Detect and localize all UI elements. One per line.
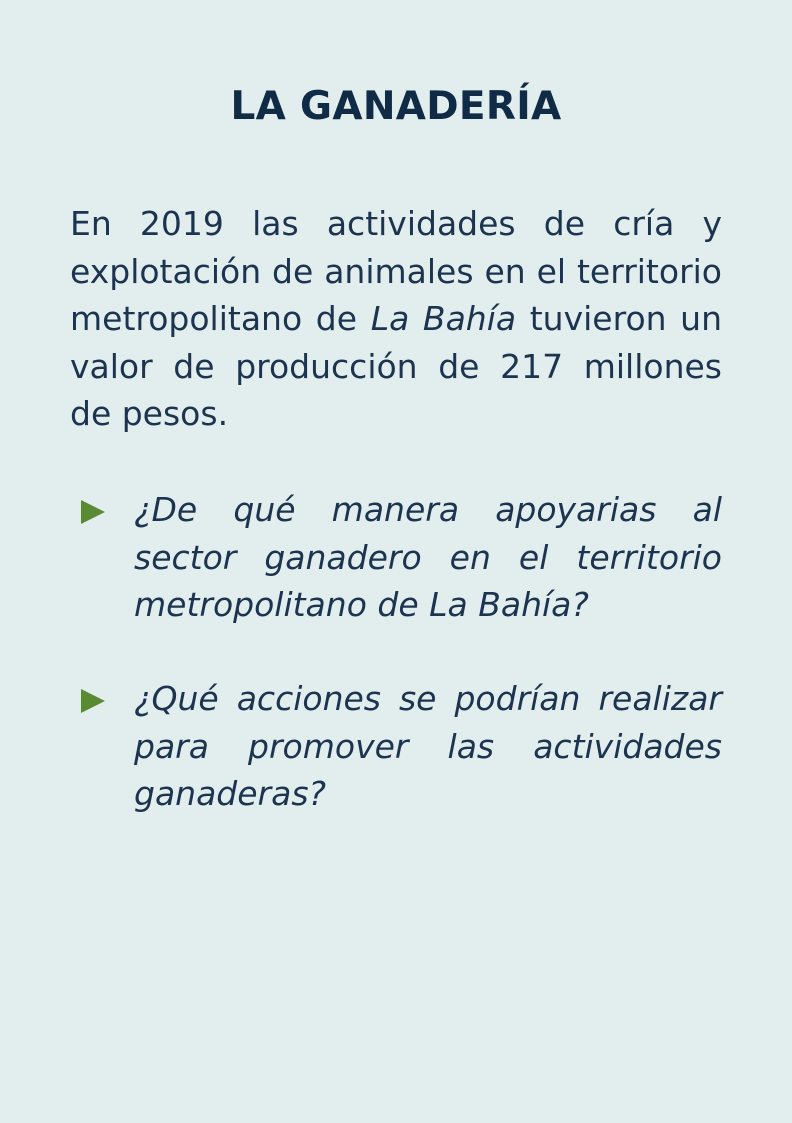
question-item [78, 675, 722, 818]
question-list-2 [78, 675, 722, 818]
question-item [78, 486, 722, 629]
question-text: ¿Qué acciones se podrían realizar para promover las actividades ganaderas? [134, 679, 722, 813]
question-text: ¿De qué manera apoyarias al sector ganadero en el territorio metropolitano de La Bahía? [134, 490, 722, 624]
intro-place-name: La Bahía [370, 299, 517, 338]
intro-paragraph [70, 200, 722, 438]
intro-text-end: tuvieron un valor de producción de 217 millones de pesos. [70, 299, 723, 433]
page-title: LA GANADERÍA [230, 84, 562, 129]
triangle-right-icon [81, 689, 105, 713]
intro-text-start: En 2019 las actividades de cría y explotación de animales en el territorio metropolitano de [70, 204, 722, 338]
triangle-right-icon [81, 500, 105, 524]
question-list-1 [78, 486, 722, 629]
